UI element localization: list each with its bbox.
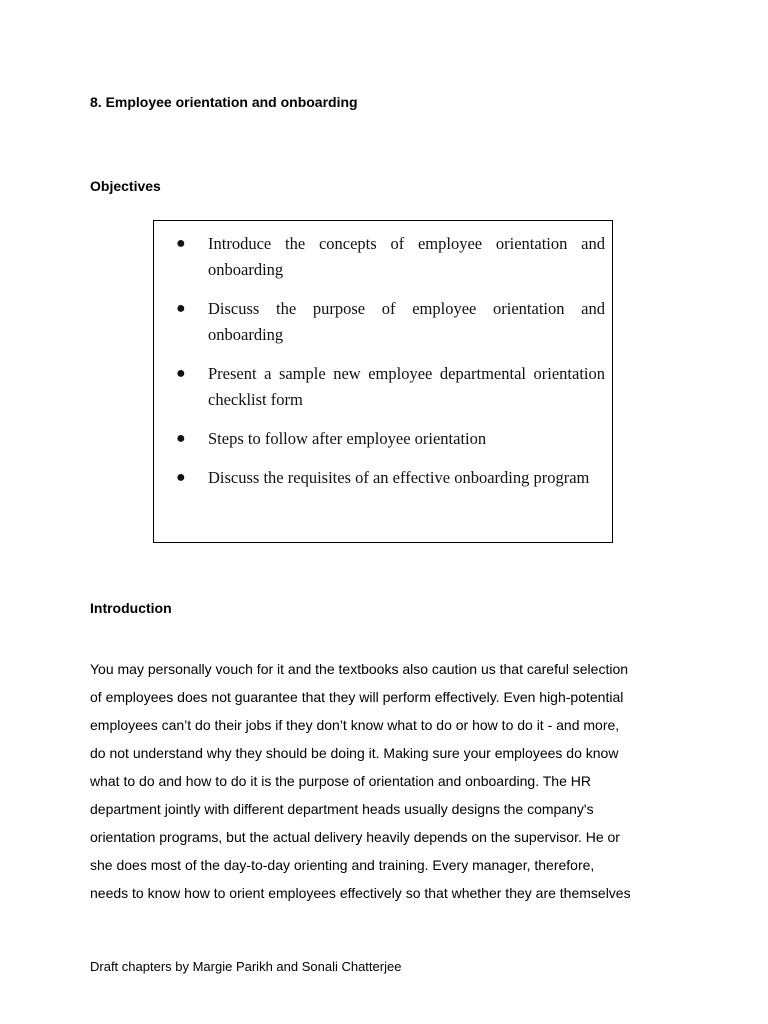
paragraph-line: orientation programs, but the actual delivery heavily depends on the supervisor. He or xyxy=(90,829,620,845)
objectives-heading: Objectives xyxy=(90,178,161,194)
objective-text: Present a sample new employee departmental orientation checklist form xyxy=(208,364,605,409)
objective-text: Introduce the concepts of employee orientation and onboarding xyxy=(208,234,605,279)
paragraph-line: employees can’t do their jobs if they don’t know what to do or how to do it - and more, xyxy=(90,717,620,733)
objective-text: Discuss the requisites of an effective onboarding program xyxy=(208,468,590,487)
paragraph-line: department jointly with different department heads usually designs the company's xyxy=(90,801,594,817)
objective-item xyxy=(154,296,612,348)
introduction-heading: Introduction xyxy=(90,600,172,616)
bullet-icon: ● xyxy=(176,430,186,447)
paragraph-line: what to do and how to do it is the purpose of orientation and onboarding. The HR xyxy=(90,773,591,789)
bullet-icon: ● xyxy=(176,365,186,382)
bullet-icon: ● xyxy=(176,235,186,252)
objective-text: Steps to follow after employee orientation xyxy=(208,429,487,448)
introduction-paragraph xyxy=(90,655,680,907)
objectives-list xyxy=(154,231,612,504)
objective-item xyxy=(154,465,612,491)
bullet-icon: ● xyxy=(176,469,186,486)
paragraph-line: of employees does not guarantee that they will perform effectively. Even high-potential xyxy=(90,689,624,705)
objectives-box xyxy=(153,220,613,543)
objective-item xyxy=(154,231,612,283)
paragraph-line: she does most of the day-to-day orienting and training. Every manager, therefore, xyxy=(90,857,595,873)
objective-item xyxy=(154,426,612,452)
chapter-title: 8. Employee orientation and onboarding xyxy=(90,94,358,110)
paragraph-line: You may personally vouch for it and the textbooks also caution us that careful selection xyxy=(90,661,629,677)
paragraph-line: needs to know how to orient employees effectively so that whether they are themselves xyxy=(90,885,631,901)
objective-item xyxy=(154,361,612,413)
bullet-icon: ● xyxy=(176,300,186,317)
objective-text: Discuss the purpose of employee orientation and onboarding xyxy=(208,299,605,344)
paragraph-line: do not understand why they should be doing it. Making sure your employees do know xyxy=(90,745,619,761)
page-footer: Draft chapters by Margie Parikh and Sonali Chatterjee xyxy=(90,959,402,974)
